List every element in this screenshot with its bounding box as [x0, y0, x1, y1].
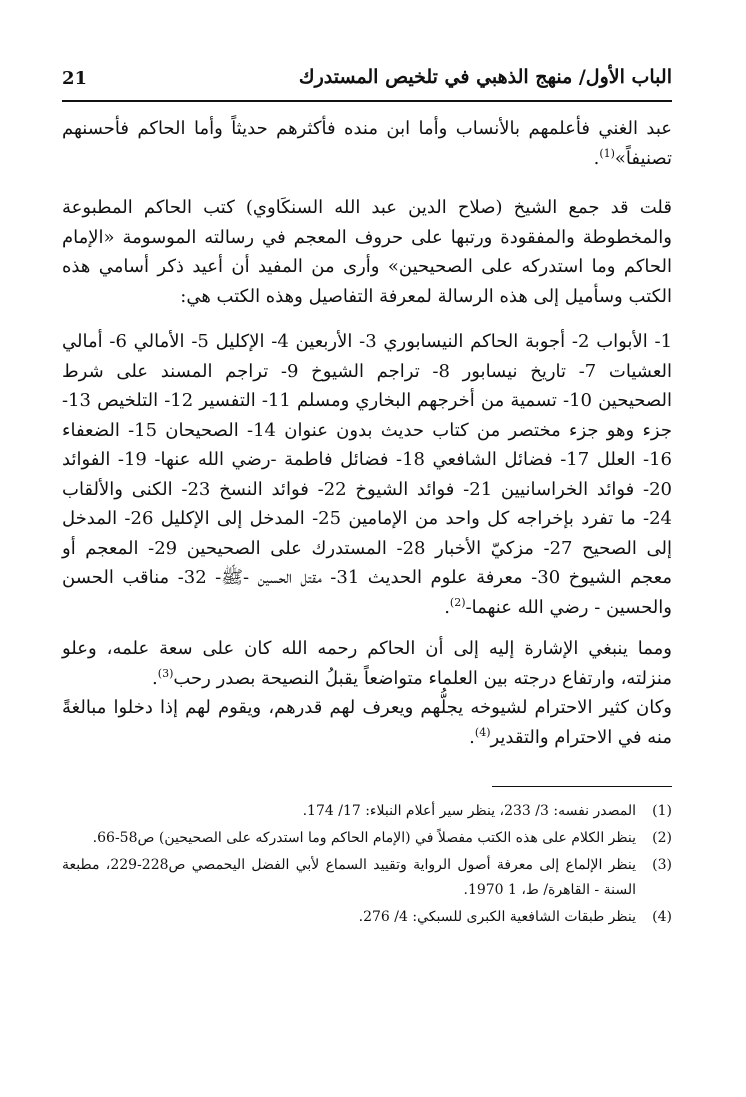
footnote [62, 853, 672, 903]
footnote-text: المصدر نفسه: 3/ 233، ينظر سير أعلام النبلاء: 17/ 174. [302, 803, 636, 819]
running-header [62, 62, 672, 102]
paragraph-2-text: قلت قد جمع الشيخ (صلاح الدين عبد الله السنكَاوي) كتب الحاكم المطبوعة والمخطوطة والمفقودة ورتبها على حروف المعجم في رسالته الموسومة «الإمام الحاكم وما استدركه على الصحيحين» وأرى من المفيد أن أعيد ذكر أسامي هذه الكتب وسأميل إلى هذه الرسالة لمعرفة التفاصيل وهذه الكتب هي: [62, 197, 672, 307]
footnote-ref-2: (2) [449, 595, 466, 609]
paragraph-4-end-a: . [152, 667, 158, 689]
footnote-ref-1: (1) [599, 146, 615, 160]
footnote-number: (1) [652, 803, 672, 819]
footnote-text: ينظر الإلماع إلى معرفة أصول الرواية وتقييد السماع لأبي الفضل اليحمصي ص228-229، مطبعة السنة - القاهرة/ ط، 1 1970. [62, 857, 637, 898]
footnote [62, 905, 672, 930]
book-list-text: 1- الأبواب 2- أجوبة الحاكم النيسابوري 3- الأربعين 4- الإكليل 5- الأمالي 6- أمالي العشيات 7- تاريخ نيسابور 8- تراجم الشيوخ 9- تراجم المسند على شرط الصحيحين 10- تسمية من أخرجهم البخاري ومسلم 11- التفسير 12- التلخيص 13- جزء وهو جزء مختصر من كتاب حديث بدون عنوان 14- الصحيحان 15- الضعفاء 16- العلل 17- فضائل الشافعي 18- فضائل فاطمة -رضي الله عنها- 19- الفوائد 20- فوائد الخراسانيين 21- فوائد الشيوخ 22- فوائد النسخ 23- الكنى والألقاب 24- ما تفرد بإخراجه كل واحد من الإمامين 25- المدخل إلى الإكليل 26- المدخل إلى الصحيح 27- مزكيّ الأخبار 28- المستدرك على الصحيحين 29- المعجم أو معجم الشيوخ 30- معرفة علوم الحديث 31- مقتل الحسين -ﷺ- 32- مناقب الحسن والحسين - رضي الله عنهما- [62, 331, 673, 618]
paragraph-4-end-b: . [469, 726, 475, 748]
book-list-paragraph [62, 327, 672, 622]
page-number: 21 [62, 68, 88, 89]
book-page [62, 62, 672, 1082]
footnote-ref-3: (3) [157, 666, 174, 680]
footnote-number: (3) [652, 857, 672, 873]
chapter-title: الباب الأول/ منهج الذهبي في تلخيص المستدرك [298, 66, 672, 88]
footnote-ref-4: (4) [474, 725, 491, 739]
book-list-end: . [444, 596, 450, 618]
paragraph-2 [62, 193, 672, 311]
paragraph-4-text-a: ومما ينبغي الإشارة إليه إلى أن الحاكم رحمه الله كان على سعة علمه، وعلو منزلته، وارتفاع درجته بين العلماء متواضعاً يقبلُ النصيحة بصدر رحب [62, 638, 672, 689]
paragraph-1 [62, 114, 672, 173]
footnote [62, 799, 672, 824]
footnote [62, 826, 672, 851]
footnote-number: (4) [652, 909, 672, 925]
footnote-separator [492, 786, 672, 787]
paragraph-4 [62, 634, 672, 752]
footnotes [62, 799, 672, 930]
paragraph-1-text: عبد الغني فأعلمهم بالأنساب وأما ابن منده فأكثرهم حديثاً وأما الحاكم فأحسنهم تصنيفاً» [62, 118, 672, 169]
footnote-text: ينظر طبقات الشافعية الكبرى للسبكي: 4/ 276. [358, 909, 636, 925]
paragraph-1-end: . [593, 147, 600, 169]
main-text [62, 114, 672, 752]
footnote-number: (2) [652, 830, 672, 846]
footnote-text: ينظر الكلام على هذه الكتب مفصلاً في (الإمام الحاكم وما استدركه على الصحيحين) ص58-66. [92, 830, 636, 846]
paragraph-4-text-b: وكان كثير الاحترام لشيوخه يجلُّهم ويعرف لهم قدرهم، ويقوم لهم إذا دخلوا مبالغةً منه في الاحترام والتقدير [62, 697, 672, 748]
